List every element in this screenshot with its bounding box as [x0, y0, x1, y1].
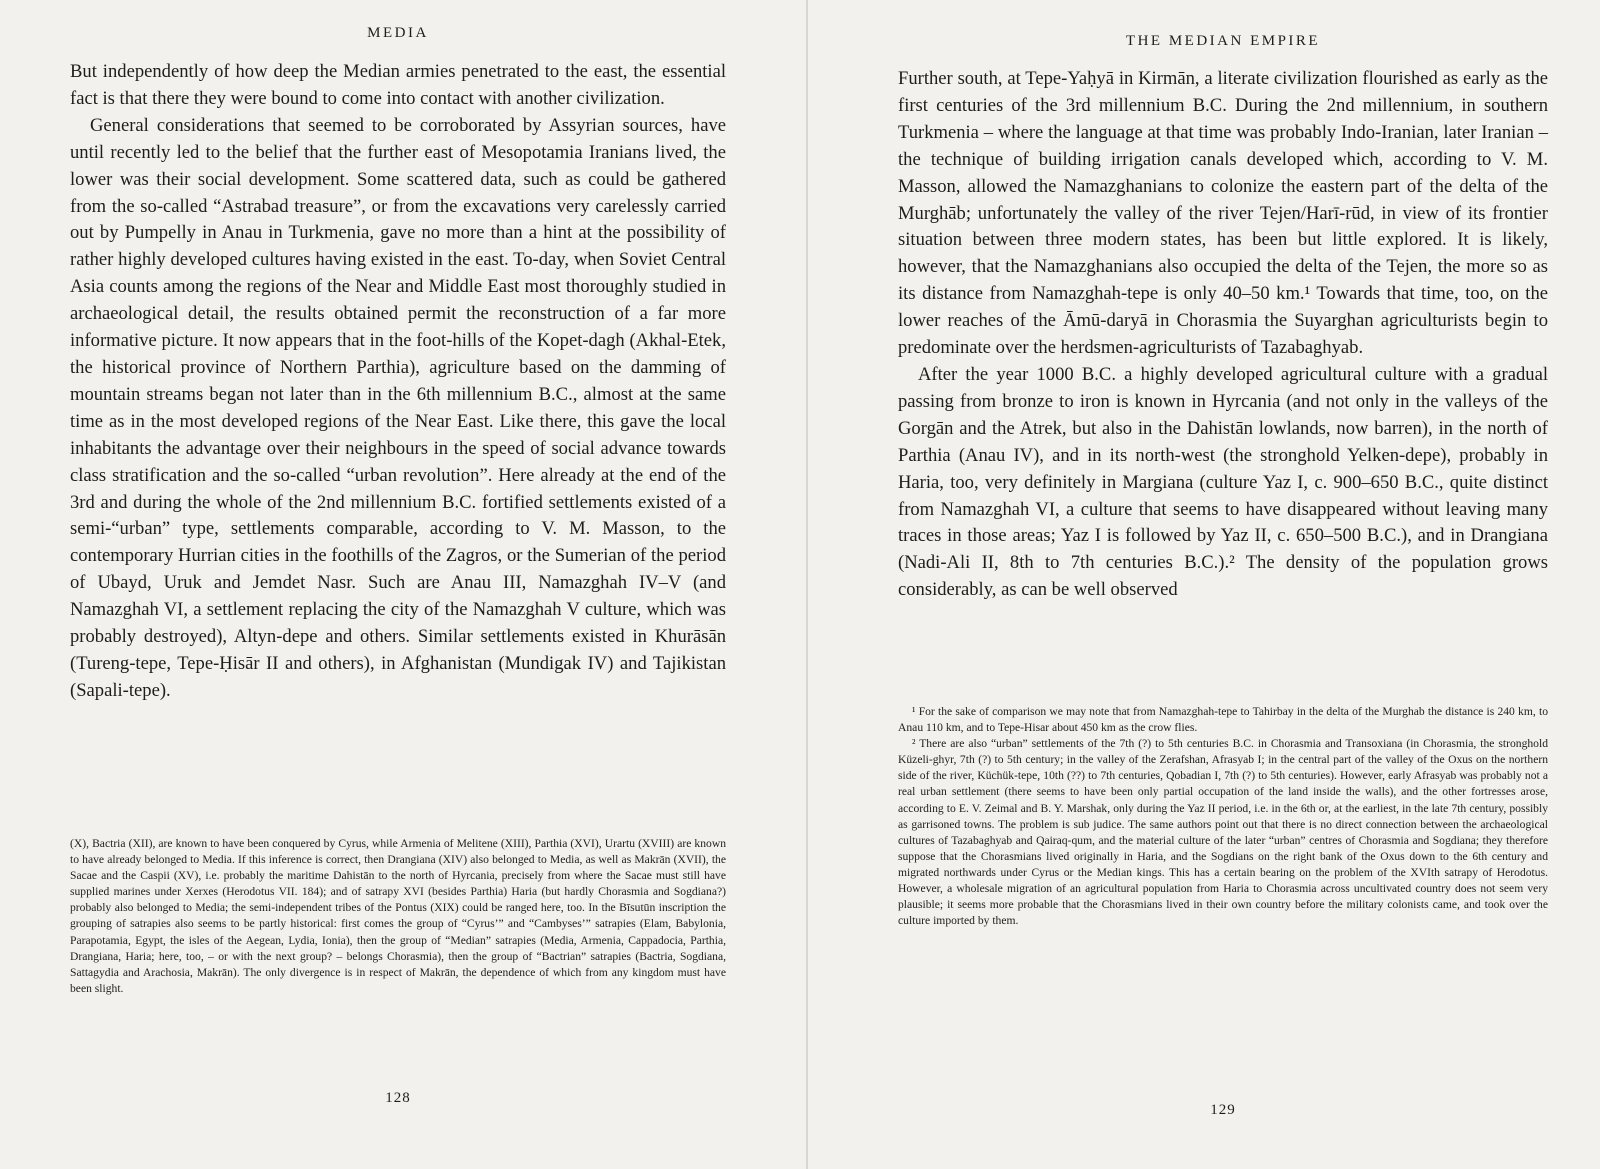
page-number: 128	[385, 1090, 411, 1106]
footnotes	[898, 704, 1548, 929]
book-gutter	[806, 0, 808, 1169]
footnote: ¹ For the sake of comparison we may note that from Namazghah-tepe to Tahirbay in the delta of the Murghab the distance is 240 km, to Anau 110 km, and to Tepe-Hisar about 450 km as the crow flies.	[898, 705, 1548, 735]
running-head: THE MEDIAN EMPIRE	[1125, 33, 1321, 49]
body-text	[898, 66, 1548, 604]
body-text	[70, 59, 726, 705]
paragraph: After the year 1000 B.C. a highly developed agricultural culture with a gradual passing from bronze to iron is known in Hyrcania (and not only in the valleys of the Gorgān and the Atrek, but also in the Dahistān lowlands, now barren), in the north of Parthia (Anau IV), and in its north-west (the stronghold Yelken-depe), probably in Haria, too, very definitely in Margiana (culture Yaz I, c. 900–650 B.C., quite distinct from Namazghah VI, a culture that seems to have disappeared without leaving many traces in those areas; Yaz I is followed by Yaz II, c. 650–500 B.C.), and in Drangiana (Nadi-Ali II, 8th to 7th centuries B.C.).² The density of the population grows considerably, as can be well observed	[898, 363, 1548, 601]
paragraph: But independently of how deep the Median armies penetrated to the east, the essential fact is that there they were bound to come into contact with another civilization.	[70, 61, 726, 109]
page-number: 129	[1210, 1102, 1236, 1118]
footnote: (X), Bactria (XII), are known to have been conquered by Cyrus, while Armenia of Melitene (XIII), Parthia (XVI), Urartu (XVIII) are known to have already belonged to Media. If this inference is correct, then Drangiana (XIV) also belonged to Media, as well as Makrān (XVII), the Sacae and the Caspii (XV), i.e. probably the maritime Dahistān to the north of Hyrcania, precisely from where the Sacae must still have supplied marines under Xerxes (Herodotus VII. 184); and of satrapy XVI (besides Parthia) Haria (but hardly Chorasmia and Sogdiana?) probably also belonged to Media; the semi-independent tribes of the Pontus (XIX) could be ranged here, too. In the Bīsutūn inscription the grouping of satrapies also seems to be partly historical: first comes the group of “Cyrus’” and “Cambyses’” satrapies (Elam, Babylonia, Parapotamia, Egypt, the isles of the Aegean, Lydia, Ionia), then the group of “Median” satrapies (Media, Armenia, Cappadocia, Parthia, Drangiana, Haria; here, too, – or with the next group? – belongs Chorasmia), then the group of “Bactrian” satrapies (Bactria, Sogdiana, Sattagydia and Arachosia, Makrān). The only divergence is in respect of Makrān, the dependence of which from any kingdom must have been slight.	[70, 837, 726, 995]
running-head: MEDIA	[367, 25, 429, 41]
paragraph: Further south, at Tepe-Yaḥyā in Kirmān, a literate civilization flourished as early as the first centuries of the 3rd millennium B.C. During the 2nd millennium, in southern Turkmenia – where the language at that time was probably Indo-Iranian, later Iranian – the technique of building irrigation canals developed which, according to V. M. Masson, allowed the Namazghanians to colonize the eastern part of the delta of the Murghāb; unfortunately the valley of the river Tejen/Harī-rūd, in view of its frontier situation between three modern states, has been but little explored. It is likely, however, that the Namazghanians also occupied the delta of the Tejen, the more so as its distance from Namazghah-tepe is only 40–50 km.¹ Towards that time, too, on the lower reaches of the Āmū-daryā in Chorasmia the Suyarghan agriculturists begin to predominate over the herdsmen-agriculturists of Tazabaghyab.	[898, 68, 1548, 359]
footnotes	[70, 836, 726, 997]
footnote: ² There are also “urban” settlements of the 7th (?) to 5th centuries B.C. in Chorasmia and Transoxiana (in Chorasmia, the stronghold Küzeli-ghyr, 7th (?) to 5th century; in the valley of the Zerafshan, Afrasyab I; in the central part of the valley of the Oxus on the northern side of the river, Küchük-tepe, 10th (??) to 7th centuries, Qobadian I, 7th (?) to 5th centuries). However, early Afrasyab was probably not a real urban settlement (there seems to have been only partial occupation of the land inside the walls), and the other fortresses arose, according to E. V. Zeimal and B. Y. Marshak, only during the Yaz II period, i.e. in the 6th or, at the earliest, in the late 7th century, possibly as garrisoned towns. The problem is sub judice. The same authors point out that there is no direct connection between the archaeological cultures of Tazabaghyab and Qairaq-qum, and the material culture of the later “urban” centres of Chorasmia and Sogdiana; they therefore suppose that the Chorasmians lived originally in Haria, and the Sogdians on the right bank of the Oxus down to the 6th century and migrated northwards under Cyrus or the Median kings. This has a certain bearing on the problem of the XVIth satrapy of Herodotus. However, a wholesale migration of an agricultural population from Haria to Chorasmia across uncultivated country does not seem very plausible; it seems more probable that the Chorasmians lived in their own country before the military colonists came, and took over the culture imported by them.	[898, 737, 1548, 928]
paragraph: General considerations that seemed to be corroborated by Assyrian sources, have until recently led to the belief that the further east of Mesopotamia Iranians lived, the lower was their social development. Some scattered data, such as could be gathered from the so-called “Astrabad treasure”, or from the excavations very carelessly carried out by Pumpelly in Anau in Turkmenia, gave no more than a hint at the possibility of rather highly developed cultures having existed in the east. To-day, when Soviet Central Asia counts among the regions of the Near and Middle East most thoroughly studied in archaeological detail, the results obtained permit the reconstruction of a far more informative picture. It now appears that in the foot-hills of the Kopet-dagh (Akhal-Etek, the historical province of Northern Parthia), agriculture based on the damming of mountain streams began not later than in the 6th millennium B.C., almost at the same time as in the most developed regions of the Near East. Like there, this gave the local inhabitants the advantage over their neighbours in the speed of social advance towards class stratification and the so-called “urban revolution”. Here already at the end of the 3rd and during the whole of the 2nd millennium B.C. fortified settlements existed of a semi-“urban” type, settlements comparable, according to V. M. Masson, to the contemporary Hurrian cities in the foothills of the Zagros, or the Sumerian of the period of Ubayd, Uruk and Jemdet Nasr. Such are Anau III, Namazghah IV–V (and Namazghah VI, a settlement replacing the city of the Namazghah V culture, which was probably destroyed), Altyn-depe and others. Similar settlements existed in Khurāsān (Tureng-tepe, Tepe-Ḥisār II and others), in Afghanistan (Mundigak IV) and Tajikistan (Sapali-tepe).	[70, 114, 726, 701]
